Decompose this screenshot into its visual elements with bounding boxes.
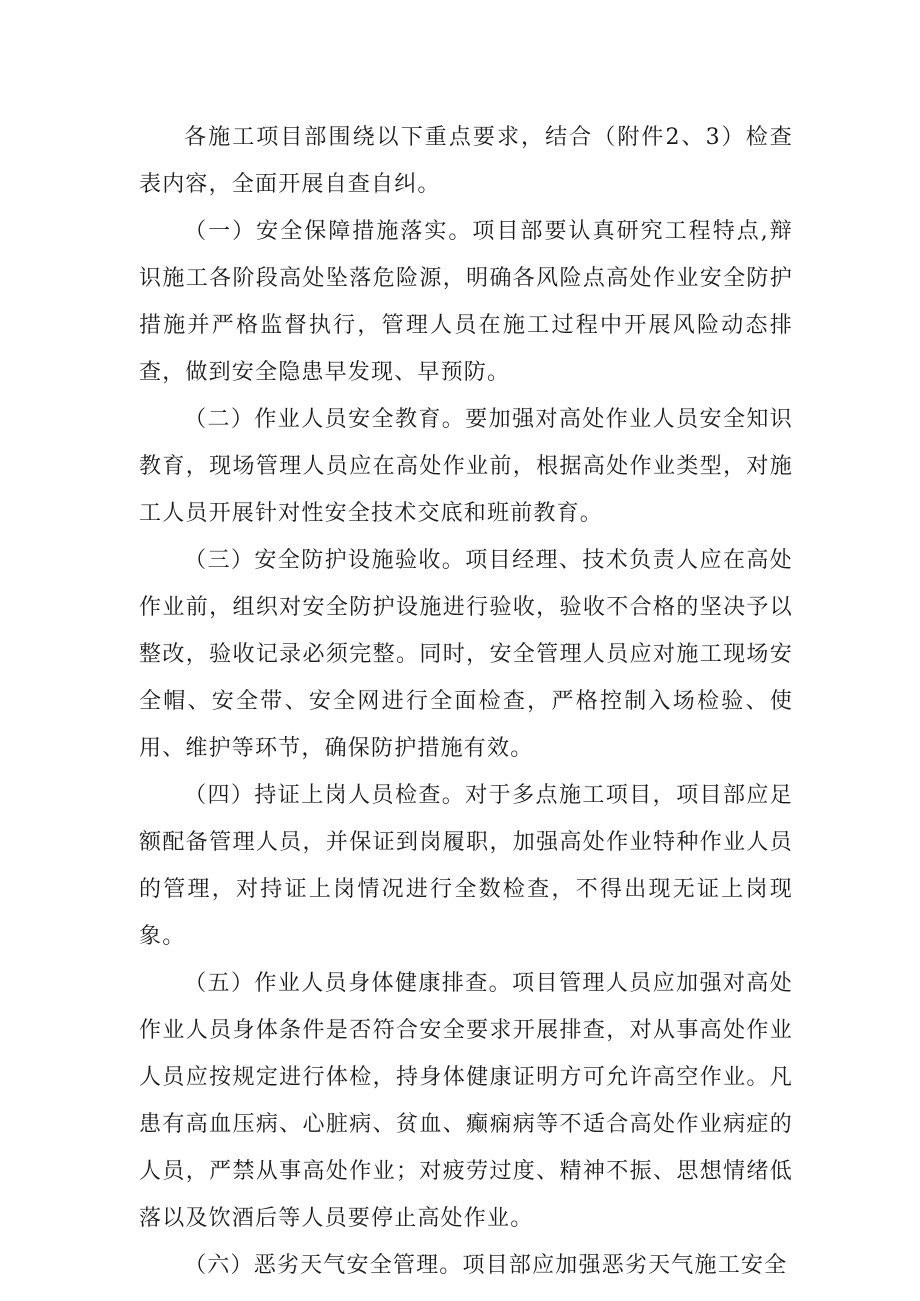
document-body — [139, 114, 793, 1289]
paragraph-health-screening: （五）作业人员身体健康排查。项目管理人员应加强对高处作业人员身体条件是否符合安全要求开展排查，对从事高处作业人员应按规定进行体检，持身体健康证明方可允许高空作业。凡患有高血压病、心脏病、贫血、癫痫病等不适合高处作业病症的人员，严禁从事高处作业；对疲劳过度、精神不振、思想情绪低落以及饮酒后等人员要停止高处作业。 — [139, 971, 793, 1231]
paragraph-certificate-check: （四）持证上岗人员检查。对于多点施工项目，项目部应足额配备管理人员，并保证到岗履职，加强高处作业特种作业人员的管理，对持证上岗情况进行全数检查，不得出现无证上岗现象。 — [139, 783, 793, 949]
paragraph-intro: 各施工项目部围绕以下重点要求，结合（附件2、3）检查表内容，全面开展自查自纠。 — [139, 125, 793, 197]
paragraph-weather-management: （六）恶劣天气安全管理。项目部应加强恶劣天气施工安全 — [184, 1253, 788, 1278]
paragraph-safety-measures: （一）安全保障措施落实。项目部要认真研究工程特点,辩识施工各阶段高处坠落危险源，明确各风险点高处作业安全防护措施并严格监督执行，管理人员在施工过程中开展风险动态排查，做到安全隐患早发现、早预防。 — [139, 219, 793, 385]
paragraph-safety-education: （二）作业人员安全教育。要加强对高处作业人员安全知识教育，现场管理人员应在高处作业前，根据高处作业类型，对施工人员开展针对性安全技术交底和班前教育。 — [139, 407, 793, 526]
paragraph-facility-acceptance: （三）安全防护设施验收。项目经理、技术负责人应在高处作业前，组织对安全防护设施进行验收，验收不合格的坚决予以整改，验收记录必须完整。同时，安全管理人员应对施工现场安全帽、安全带、安全网进行全面检查，严格控制入场检验、使用、维护等环节，确保防护措施有效。 — [139, 548, 793, 761]
